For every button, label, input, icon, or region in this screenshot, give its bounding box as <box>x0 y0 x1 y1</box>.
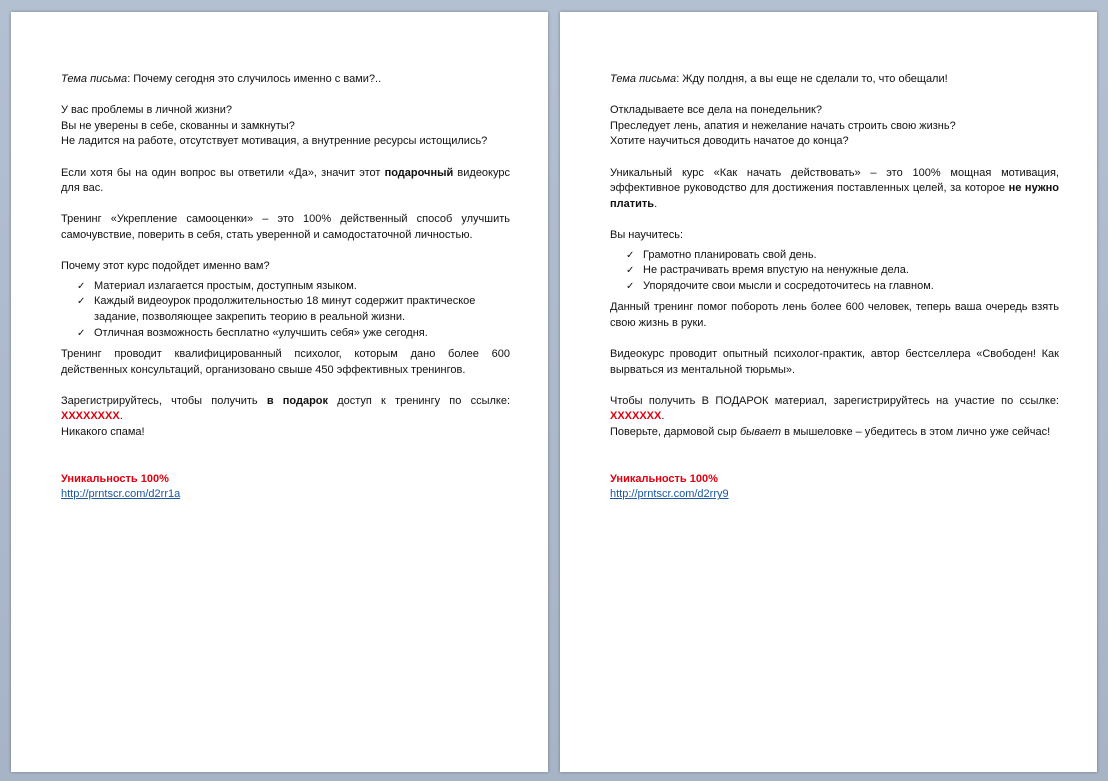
intro-paragraph <box>610 166 1059 213</box>
list-item: ✓ Грамотно планировать свой день. <box>626 248 1059 264</box>
list-item: ✓ Не растрачивать время впустую на ненужные дела. <box>626 263 1059 279</box>
register-text-a: Зарегистрируйтесь, чтобы получить <box>61 394 267 407</box>
question-2: Преследует лень, апатия и нежелание начать строить свою жизнь? <box>610 119 956 132</box>
register-end: . <box>119 410 123 423</box>
list-item: ✓ Каждый видеоурок продолжительностью 18 минут содержит практическое задание, позволяющее закрепить теорию в реальной жизни. <box>77 294 510 325</box>
uniqueness-label: Уникальность 100% <box>61 472 169 485</box>
email-subject <box>610 72 1059 88</box>
list-item: ✓ Упорядочите свои мысли и сосредоточитесь на главном. <box>626 279 1059 295</box>
register-paragraph <box>61 394 510 425</box>
intro-text-a: Уникальный курс «Как начать действовать» – это 100% мощная мотивация, эффективное руководство для достижения поставленных целей, за которое <box>610 166 1059 195</box>
why-heading: Почему этот курс подойдет именно вам? <box>61 260 270 273</box>
trust-paragraph <box>610 425 1059 441</box>
register-bold: в подарок <box>266 394 329 407</box>
benefits-list <box>61 279 510 341</box>
subject-text: : Почему сегодня это случилось именно с вами?.. <box>127 73 382 85</box>
intro-text-c: видеокурс для вас. <box>61 166 510 195</box>
document-page-1 <box>11 12 548 772</box>
question-3: Не ладится на работе, отсутствует мотивация, а внутренние ресурсы истощились? <box>61 135 488 148</box>
skills-list <box>610 248 1059 295</box>
question-1: У вас проблемы в личной жизни? <box>61 104 232 117</box>
learn-heading: Вы научитесь: <box>610 228 684 241</box>
register-placeholder-link: XXXXXXX <box>610 410 662 423</box>
intro-bold: подарочный <box>384 166 454 179</box>
screenshot-link[interactable]: http://prntscr.com/d2rry9 <box>610 488 729 501</box>
uniqueness-label: Уникальность 100% <box>610 472 718 485</box>
intro-paragraph <box>61 166 510 197</box>
trainer-paragraph: Тренинг проводит квалифицированный психолог, которым дано более 600 действенных консультаций, организовано свыше 450 эффективных тренингов. <box>61 348 510 376</box>
intro-text-a: Если хотя бы на один вопрос вы ответили «Да», значит этот <box>61 166 385 179</box>
trust-text-a: Поверьте, дармовой сыр <box>610 426 740 439</box>
trust-text-c: в мышеловке – убедитесь в этом лично уже сейчас! <box>781 426 1051 439</box>
document-page-2 <box>560 12 1097 772</box>
subject-label: Тема письма <box>610 73 677 85</box>
intro-text-c: . <box>654 197 658 210</box>
trainer-paragraph: Видеокурс проводит опытный психолог-практик, автор бестселлера «Свободен! Как вырваться из ментальной тюрьмы». <box>610 348 1059 376</box>
email-subject <box>61 72 510 88</box>
intro-bold: не нужно платить <box>610 182 1059 210</box>
register-paragraph <box>610 394 1059 425</box>
question-2: Вы не уверены в себе, скованны и замкнуты? <box>61 119 295 132</box>
register-end: . <box>661 410 665 423</box>
subject-text: : Жду полдня, а вы еще не сделали то, что обещали! <box>676 73 948 85</box>
question-3: Хотите научиться доводить начатое до конца? <box>610 135 849 148</box>
register-text-a: Чтобы получить В ПОДАРОК материал, зарегистрируйтесь на участие по ссылке: <box>610 394 1059 407</box>
result-paragraph: Данный тренинг помог побороть лень более 600 человек, теперь ваша очередь взять свою жизнь в руки. <box>610 301 1059 329</box>
trust-italic: бывает <box>739 426 782 439</box>
question-1: Откладываете все дела на понедельник? <box>610 104 822 117</box>
no-spam-text: Никакого спама! <box>61 426 145 439</box>
training-paragraph: Тренинг «Укрепление самооценки» – это 100% действенный способ улучшить самочувствие, поверить в себя, стать уверенной и самодостаточной личностью. <box>61 213 510 241</box>
subject-label: Тема письма <box>61 73 128 85</box>
list-item: ✓ Материал излагается простым, доступным языком. <box>77 279 510 295</box>
list-item: ✓ Отличная возможность бесплатно «улучшить себя» уже сегодня. <box>77 326 510 342</box>
screenshot-link[interactable]: http://prntscr.com/d2rr1a <box>61 488 181 501</box>
register-text-c: доступ к тренингу по ссылке: <box>328 394 510 407</box>
register-placeholder-link: XXXXXXXX <box>61 410 120 423</box>
